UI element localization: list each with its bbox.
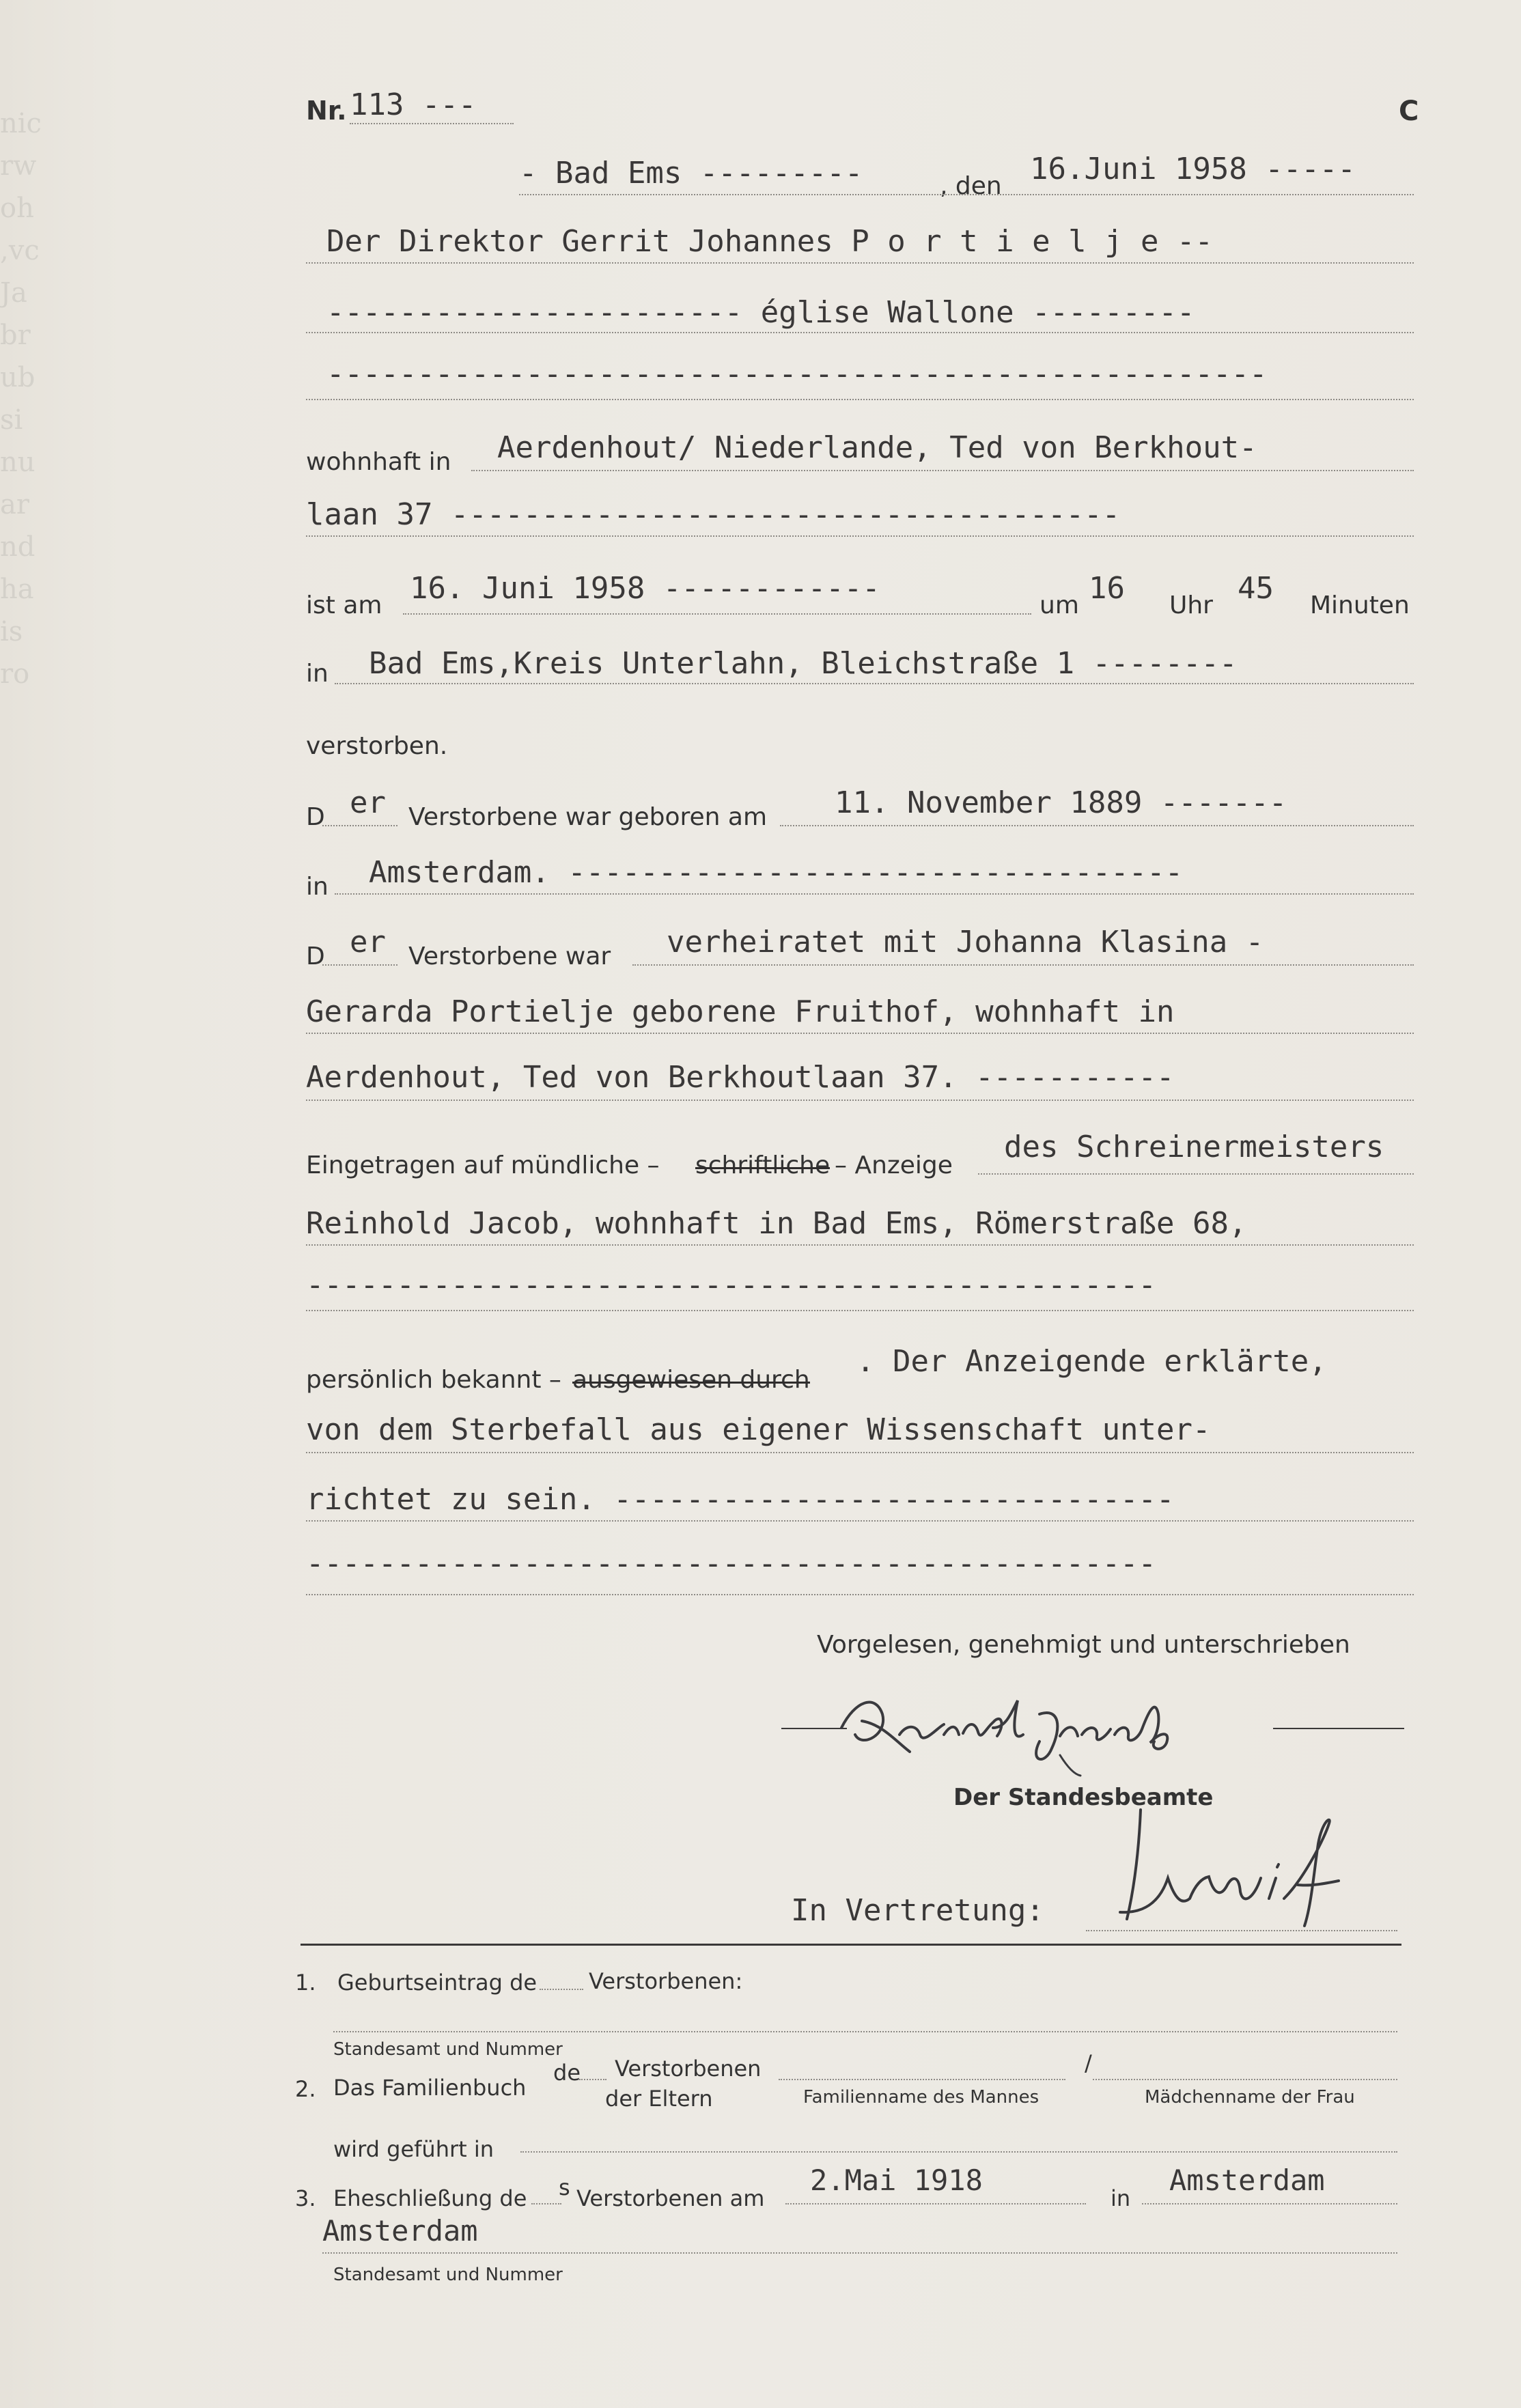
line [322, 964, 397, 966]
line [306, 1100, 1414, 1101]
marriage-registry: Amsterdam [322, 2214, 478, 2248]
anzeige-label: – Anzeige [835, 1151, 953, 1179]
footer-1-suffix: Verstorbenen: [589, 1968, 743, 1994]
line [335, 683, 1414, 684]
date-text: 16.Juni 1958 ----- [1030, 152, 1356, 186]
line [1142, 2203, 1397, 2204]
footer-3-verstorbenen-am: Verstorbenen am [576, 2185, 765, 2211]
minuten-label: Minuten [1310, 591, 1410, 619]
footer-2-label: Das Familienbuch [333, 2075, 527, 2101]
footer-3-in: in [1111, 2185, 1131, 2211]
birth-place: Amsterdam. ---------------------------------- [369, 855, 1184, 890]
nr-label: Nr. [306, 96, 347, 126]
death-place: Bad Ems,Kreis Unterlahn, Bleichstraße 1 -------- [369, 646, 1238, 681]
registration-line-2: ----------------------------------------------- [306, 1268, 1157, 1302]
residence-line-1: Aerdenhout/ Niederlande, Ted von Berkhout- [497, 430, 1257, 465]
verstorbene-war-text: Verstorbene war [408, 942, 611, 970]
marital-line-3: Aerdenhout, Ted von Berkhoutlaan 37. ----------- [306, 1060, 1175, 1095]
place-text: - Bad Ems --------- [519, 156, 863, 191]
known-line-3: ----------------------------------------------- [306, 1546, 1157, 1581]
marital-line-1: verheiratet mit Johanna Klasina - [667, 925, 1264, 960]
declarant-line-3: ---------------------------------------------------- [326, 356, 1268, 391]
line [1093, 2079, 1397, 2080]
line [306, 535, 1414, 537]
marriage-place: Amsterdam [1169, 2164, 1325, 2197]
anzeigende-text: . Der Anzeigende erklärte, [856, 1344, 1327, 1379]
line [306, 262, 1414, 264]
marriage-date: 2.Mai 1918 [810, 2164, 983, 2197]
line [403, 613, 1031, 615]
corner-letter: C [1399, 96, 1419, 127]
official-signature [1100, 1796, 1359, 1933]
wohnhaft-label: wohnhaft in [306, 448, 451, 476]
line [322, 2252, 1397, 2254]
line [540, 1989, 583, 1990]
d-label-marital: D [306, 942, 325, 970]
ist-am-label: ist am [306, 591, 382, 619]
line [632, 964, 1414, 966]
line [306, 1520, 1414, 1522]
footer-3-number: 3. [295, 2185, 316, 2211]
nr-line [350, 123, 514, 124]
footer-1-sub: Standesamt und Nummer [333, 2039, 563, 2060]
footer-2-opt1: Verstorbenen [615, 2056, 762, 2082]
known-line-1: von dem Sterbefall aus eigener Wissenschaft unter- [306, 1412, 1211, 1447]
d-label-birth: D [306, 803, 325, 831]
line [1086, 1930, 1397, 1931]
line [579, 2079, 606, 2080]
um-label: um [1039, 591, 1079, 619]
line [306, 332, 1414, 333]
vorgelesen-text: Vorgelesen, genehmigt und unterschrieben [817, 1631, 1350, 1659]
line [520, 2151, 1397, 2153]
line [306, 1594, 1414, 1595]
line [471, 470, 1414, 471]
footer-2-opt2: der Eltern [605, 2086, 713, 2112]
date-line [519, 194, 1414, 195]
line [306, 1310, 1414, 1311]
footer-2-slash: / [1085, 2050, 1092, 2076]
declarant-line-2: ----------------------- église Wallone --------- [326, 295, 1195, 330]
signature-rule-right [1273, 1728, 1404, 1729]
standesbeamte-label: Der Standesbeamte [953, 1784, 1214, 1811]
ausgewiesen-struck: ausgewiesen durch [572, 1366, 810, 1394]
footer-2-de: de [553, 2060, 581, 2086]
gender-suffix-birth: er [350, 785, 386, 820]
footer-3-sub: Standesamt und Nummer [333, 2265, 563, 2285]
footer-3-label: Eheschließung de [333, 2185, 527, 2211]
declarant-line-1: Der Direktor Gerrit Johannes P o r t i e l j e -- [326, 224, 1214, 259]
informant-text: des Schreinermeisters [1004, 1130, 1384, 1164]
bleed-through-text: nic rw oh ,vc Ja br ub si nu ar nd ha is ro [0, 108, 42, 690]
line [306, 399, 1414, 400]
schriftliche-struck: schriftliche [695, 1151, 831, 1179]
footer-2-number: 2. [295, 2076, 316, 2102]
footer-3-s: s [559, 2174, 570, 2200]
footer-2-sub1: Familienname des Mannes [803, 2087, 1039, 2108]
line [978, 1173, 1414, 1175]
informant-signature [835, 1687, 1272, 1782]
footer-2-sub2: Mädchenname der Frau [1145, 2087, 1355, 2108]
death-date: 16. Juni 1958 ------------ [410, 571, 880, 606]
line [779, 2079, 1065, 2080]
footer-2-wird: wird geführt in [333, 2136, 494, 2162]
nr-value: 113 --- [350, 87, 477, 122]
geboren-am-text: Verstorbene war geboren am [408, 803, 768, 831]
line [306, 1244, 1414, 1246]
line [333, 2031, 1397, 2032]
death-hour: 16 [1089, 571, 1125, 606]
birth-date: 11. November 1889 ------- [835, 785, 1287, 820]
death-minutes: 45 [1238, 571, 1274, 606]
registration-line-1: Reinhold Jacob, wohnhaft in Bad Ems, Römerstraße 68, [306, 1206, 1247, 1241]
line [785, 2203, 1086, 2204]
footer-1-label: Geburtseintrag de [337, 1970, 538, 1996]
gender-suffix-marital: er [350, 925, 386, 960]
den-label: , den [940, 172, 1002, 200]
known-line-2: richtet zu sein. ------------------------------- [306, 1482, 1175, 1517]
bekannt-label: persönlich bekannt – [306, 1366, 561, 1394]
line [780, 825, 1414, 826]
line [322, 825, 397, 826]
line [531, 2203, 561, 2204]
in-label: in [306, 660, 329, 688]
uhr-label: Uhr [1169, 591, 1213, 619]
marital-line-2: Gerarda Portielje geborene Fruithof, wohnhaft in [306, 994, 1175, 1029]
section-divider [301, 1944, 1401, 1946]
in-label-birth: in [306, 873, 329, 901]
vertretung-label: In Vertretung: [791, 1893, 1044, 1928]
eingetragen-label: Eingetragen auf mündliche – [306, 1151, 660, 1179]
line [306, 1033, 1414, 1034]
verstorben-text: verstorben. [306, 732, 448, 760]
line [306, 1452, 1414, 1453]
line [335, 893, 1414, 895]
residence-line-2: laan 37 ------------------------------------- [306, 497, 1121, 532]
footer-1-number: 1. [295, 1970, 316, 1996]
